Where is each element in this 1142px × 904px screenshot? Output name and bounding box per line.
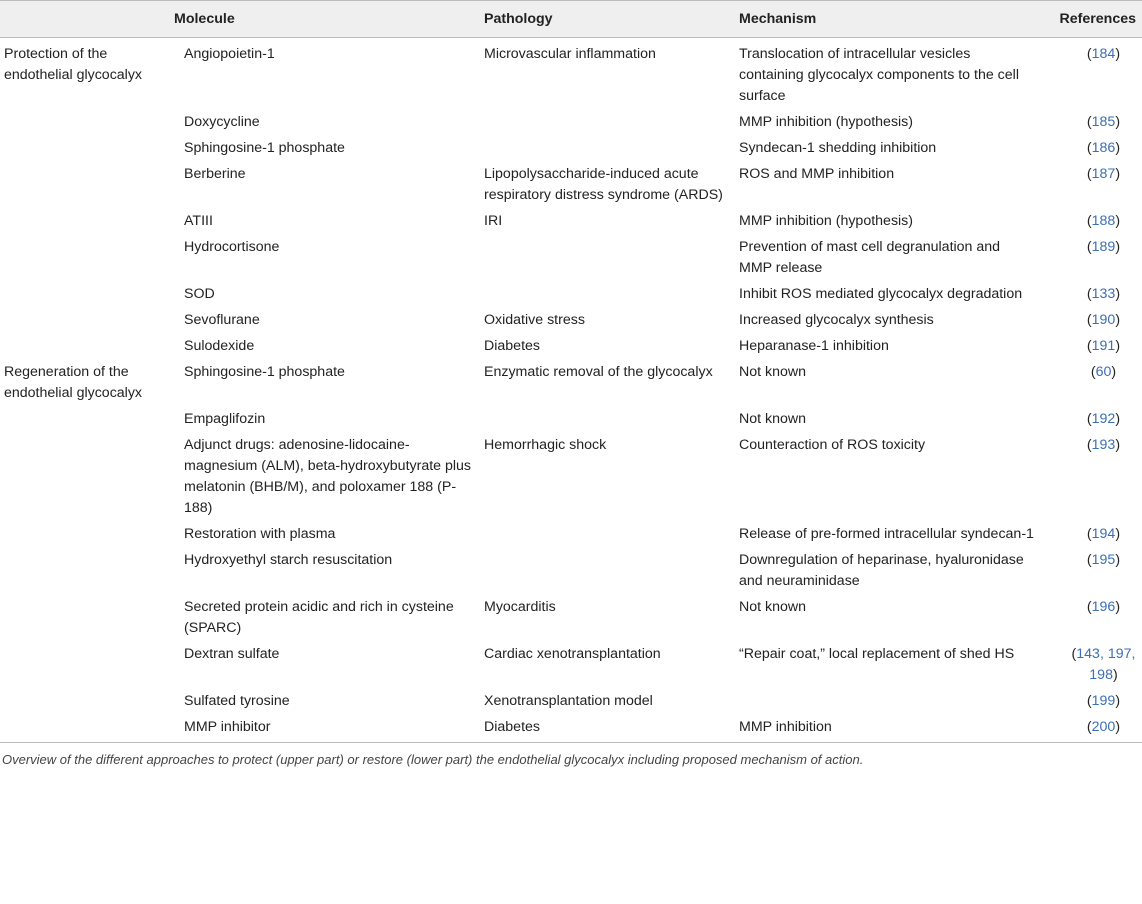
references-cell [1039,282,1142,308]
pathology-cell [480,110,735,136]
ref-close-paren: ) [1115,140,1121,156]
header-group [0,1,170,38]
group-cell [0,522,170,548]
pathology-cell: Hemorrhagic shock [484,437,607,453]
table-row [0,282,1142,308]
ref-close-paren: ) [1111,364,1117,380]
group-cell [0,282,170,308]
pathology-cell: Diabetes [484,338,540,354]
mechanism-cell: Not known [739,411,807,427]
pathology-cell [480,282,735,308]
pathology-cell: Cardiac xenotransplantation [484,646,661,662]
reference-link[interactable]: 185 [1091,114,1116,130]
references-cell [1039,308,1142,334]
pathology-cell: Lipopolysaccharide-induced acute respiratory distress syndrome (ARDS) [484,166,723,203]
reference-link[interactable]: 143, 197, 198 [1076,646,1136,683]
reference-link[interactable]: 133 [1091,286,1116,302]
group-cell [0,595,170,642]
reference-link[interactable]: 196 [1091,599,1116,615]
reference-link[interactable]: 190 [1091,312,1116,328]
table-row [0,162,1142,209]
pathology-cell [480,407,735,433]
pathology-cell [480,522,735,548]
ref-open-paren: ( [1086,719,1092,735]
molecule-cell: Berberine [184,166,246,182]
table-row [0,595,1142,642]
references-cell [1039,360,1142,407]
mechanism-cell: Downregulation of heparinase, hyaluronidase and neuraminidase [739,552,1024,589]
group-cell [0,689,170,715]
reference-link[interactable]: 188 [1091,213,1116,229]
table-caption: Overview of the different approaches to protect (upper part) or restore (lower part) the endothelial glycocalyx including proposed mechanism of action. [2,752,864,767]
molecule-cell: Sphingosine-1 phosphate [184,364,345,380]
mechanism-cell: MMP inhibition (hypothesis) [739,114,914,130]
ref-close-paren: ) [1115,46,1121,62]
ref-open-paren: ( [1086,411,1092,427]
ref-close-paren: ) [1115,213,1121,229]
mechanism-cell: Not known [739,364,807,380]
group-cell [0,715,170,743]
reference-link[interactable]: 193 [1091,437,1116,453]
pathology-cell: Diabetes [480,715,735,743]
reference-link[interactable]: 184 [1091,46,1116,62]
group-cell [0,162,170,209]
references-cell [1039,407,1142,433]
references-cell [1039,433,1142,522]
table-row [0,689,1142,715]
ref-open-paren: ( [1086,213,1092,229]
group-cell [0,548,170,595]
molecule-cell: Hydrocortisone [184,239,280,255]
molecule-cell: Sulodexide [184,338,255,354]
references-cell [1039,548,1142,595]
table-row [0,548,1142,595]
molecule-cell: Dextran sulfate [184,646,280,662]
table-body [0,38,1142,743]
ref-close-paren: ) [1115,526,1121,542]
group-cell [0,235,170,282]
mechanism-cell: Counteraction of ROS toxicity [739,437,926,453]
group-cell [0,308,170,334]
reference-link[interactable]: 189 [1091,239,1116,255]
molecule-cell: Restoration with plasma [184,526,336,542]
ref-close-paren: ) [1115,437,1121,453]
table-row [0,136,1142,162]
ref-open-paren: ( [1086,166,1092,182]
table-row [0,642,1142,689]
molecule-cell: Angiopoietin-1 [184,46,275,62]
table-row [0,110,1142,136]
ref-close-paren: ) [1115,552,1121,568]
reference-link[interactable]: 186 [1091,140,1116,156]
table-row [0,360,1142,407]
reference-link[interactable]: 191 [1091,338,1116,354]
ref-close-paren: ) [1112,667,1118,683]
ref-open-paren: ( [1086,114,1092,130]
references-cell [1039,235,1142,282]
references-cell [1039,522,1142,548]
ref-close-paren: ) [1115,312,1121,328]
pathology-cell [480,548,735,595]
pathology-cell: IRI [484,213,503,229]
references-cell [1039,334,1142,360]
molecule-cell: Secreted protein acidic and rich in cysteine (SPARC) [184,599,454,636]
ref-open-paren: ( [1090,364,1096,380]
ref-open-paren: ( [1086,552,1092,568]
table-row [0,209,1142,235]
mechanism-cell: Release of pre-formed intracellular syndecan-1 [739,526,1034,542]
pathology-cell: Myocarditis [484,599,556,615]
references-cell [1039,110,1142,136]
mechanism-cell: “Repair coat,” local replacement of shed HS [739,646,1015,662]
group-cell [0,407,170,433]
mechanism-cell: Translocation of intracellular vesicles containing glycocalyx components to the cell surface [739,46,1019,104]
mechanism-cell: ROS and MMP inhibition [739,166,895,182]
references-cell [1039,642,1142,689]
ref-open-paren: ( [1086,239,1092,255]
reference-link[interactable]: 199 [1091,693,1116,709]
ref-open-paren: ( [1086,693,1092,709]
ref-open-paren: ( [1086,46,1092,62]
ref-open-paren: ( [1086,599,1092,615]
molecule-cell: Sphingosine-1 phosphate [184,140,345,156]
pathology-cell: Enzymatic removal of the glycocalyx [484,364,713,380]
references-cell [1039,38,1142,111]
molecule-cell: SOD [184,286,215,302]
ref-close-paren: ) [1115,114,1121,130]
group-cell [0,642,170,689]
mechanism-cell: Inhibit ROS mediated glycocalyx degradation [739,286,1023,302]
ref-close-paren: ) [1115,719,1121,735]
group-cell [0,136,170,162]
reference-link[interactable]: 195 [1091,552,1116,568]
mechanism-cell: MMP inhibition [735,715,1039,743]
references-cell [1039,689,1142,715]
table-row [0,308,1142,334]
group-cell [0,209,170,235]
molecule-cell: Sulfated tyrosine [184,693,290,709]
ref-close-paren: ) [1115,411,1121,427]
reference-link[interactable]: 194 [1091,526,1116,542]
ref-close-paren: ) [1115,166,1121,182]
table-row [0,433,1142,522]
ref-open-paren: ( [1086,526,1092,542]
pathology-cell [480,235,735,282]
reference-link[interactable]: 60 [1095,364,1112,380]
reference-link[interactable]: 187 [1091,166,1116,182]
ref-open-paren: ( [1086,140,1092,156]
ref-close-paren: ) [1115,286,1121,302]
molecule-cell: ATIII [184,213,213,229]
references-cell [1039,162,1142,209]
header-molecule: Molecule [170,1,480,38]
pathology-cell: Microvascular inflammation [484,46,656,62]
table-row [0,38,1142,111]
ref-open-paren: ( [1071,646,1077,662]
pathology-cell [480,136,735,162]
header-row [0,1,1142,38]
molecule-cell: MMP inhibitor [170,715,480,743]
references-cell [1039,595,1142,642]
molecule-cell: Sevoflurane [184,312,260,328]
pathology-cell: Oxidative stress [484,312,585,328]
mechanism-cell: Syndecan-1 shedding inhibition [739,140,937,156]
ref-open-paren: ( [1086,312,1092,328]
table-row [0,715,1142,743]
reference-link[interactable]: 192 [1091,411,1116,427]
group-cell: Protection of the endothelial glycocalyx [4,46,143,83]
references-cell [1039,715,1142,743]
group-cell [0,334,170,360]
references-cell [1039,136,1142,162]
group-cell [0,433,170,522]
ref-close-paren: ) [1115,693,1121,709]
mechanism-cell: Increased glycocalyx synthesis [739,312,934,328]
molecule-cell: Adjunct drugs: adenosine-lidocaine-magnesium (ALM), beta-hydroxybutyrate plus melatonin (BHB/M), and poloxamer 188 (P-188) [184,437,472,516]
mechanism-cell: Heparanase-1 inhibition [739,338,889,354]
mechanism-cell: Not known [739,599,807,615]
ref-close-paren: ) [1115,338,1121,354]
molecule-cell: Empaglifozin [184,411,266,427]
ref-close-paren: ) [1115,239,1121,255]
ref-open-paren: ( [1086,338,1092,354]
mechanism-cell [735,689,1039,715]
group-cell: Regeneration of the endothelial glycocalyx [4,364,143,401]
table-row [0,522,1142,548]
group-cell [0,110,170,136]
molecule-cell: Hydroxyethyl starch resuscitation [184,552,393,568]
table-row [0,235,1142,282]
ref-open-paren: ( [1086,437,1092,453]
pathology-cell: Xenotransplantation model [484,693,653,709]
references-cell [1039,209,1142,235]
ref-open-paren: ( [1086,286,1092,302]
mechanism-cell: MMP inhibition (hypothesis) [739,213,914,229]
ref-close-paren: ) [1115,599,1121,615]
molecule-cell: Doxycycline [184,114,260,130]
header-references: References [1039,1,1142,38]
table-row [0,334,1142,360]
table-row [0,407,1142,433]
mechanism-cell: Prevention of mast cell degranulation and MMP release [739,239,1001,276]
reference-link[interactable]: 200 [1091,719,1116,735]
header-pathology: Pathology [480,1,735,38]
header-mechanism: Mechanism [735,1,1039,38]
